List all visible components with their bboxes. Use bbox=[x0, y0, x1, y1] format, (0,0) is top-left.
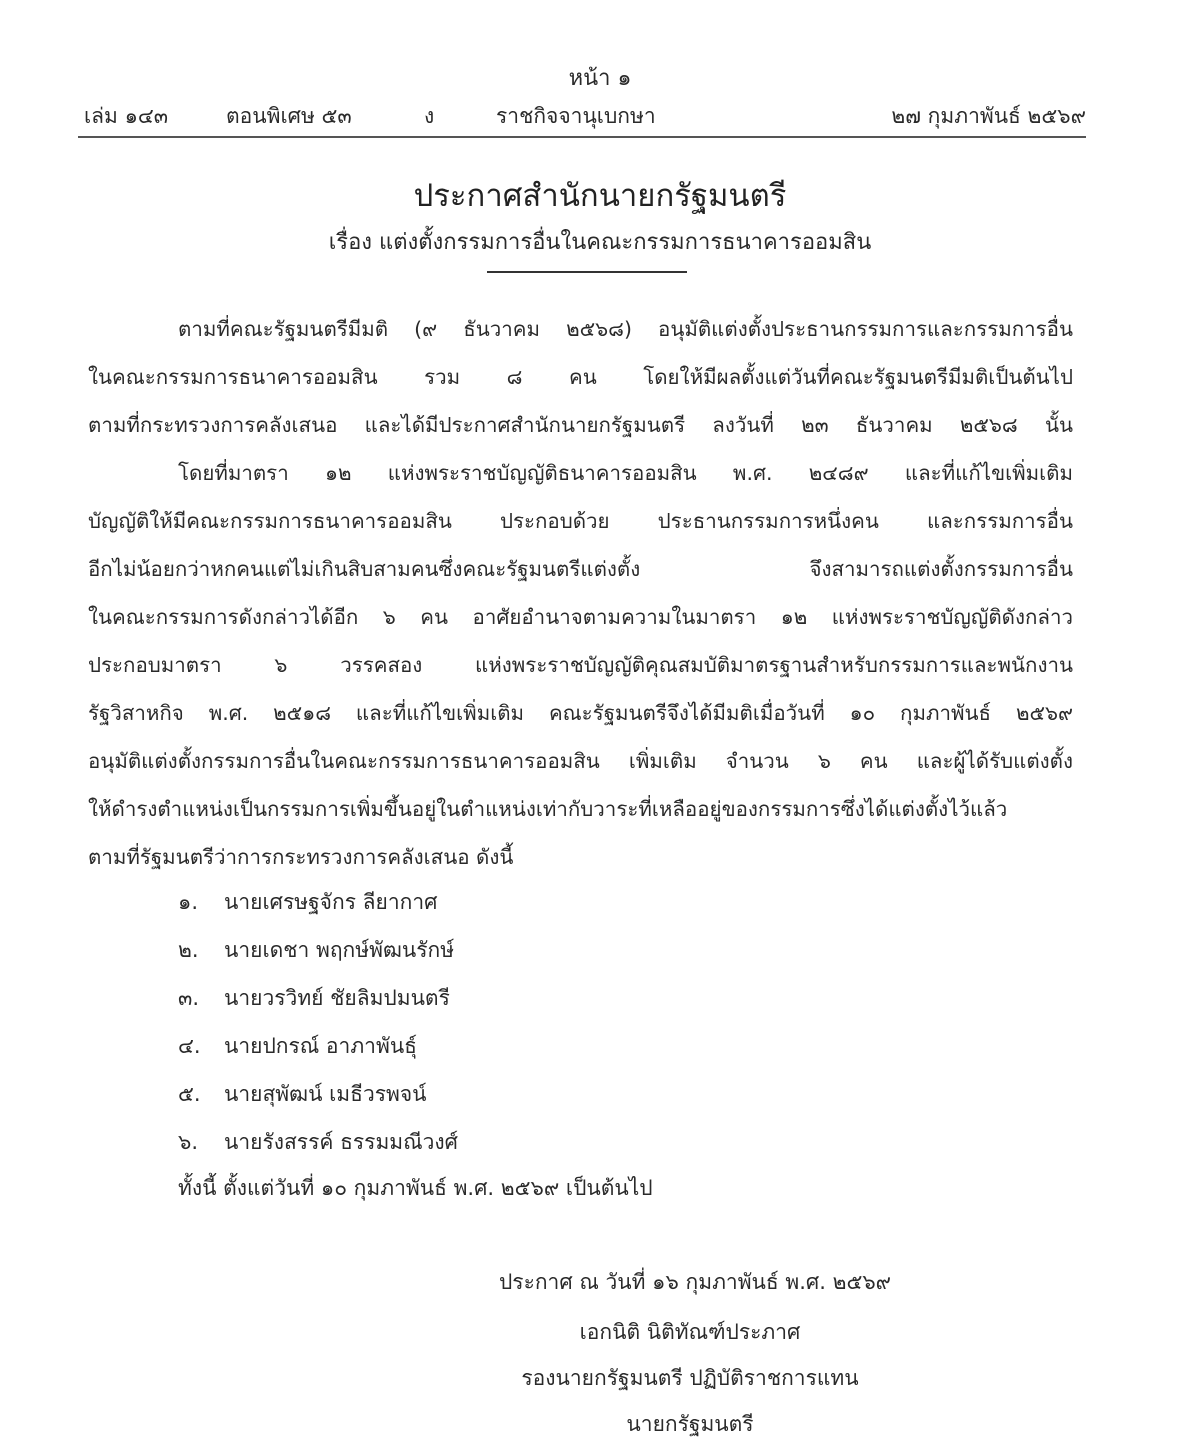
body-line: อนุมัติแต่งตั้งกรรมการอื่นในคณะกรรมการธนาคารออมสิน เพิ่มเติม จำนวน ๖ คน และผู้ได้รับแต่งตั้ง bbox=[88, 749, 1073, 773]
signer-position: รองนายกรัฐมนตรี ปฏิบัติราชการแทน bbox=[521, 1366, 859, 1390]
appointee-name: นายเศรษฐจักร ลียากาศ bbox=[224, 890, 438, 914]
list-item bbox=[178, 886, 437, 919]
appointee-name: นายวรวิทย์ ชัยลิมปมนตรี bbox=[224, 986, 450, 1010]
list-number: ๒. bbox=[178, 938, 199, 962]
body-line: บัญญัติให้มีคณะกรรมการธนาคารออมสิน ประกอบด้วย ประธานกรรมการหนึ่งคน และกรรมการอื่น bbox=[88, 509, 1073, 533]
list-number: ๔. bbox=[178, 1034, 201, 1058]
appointee-name: นายรังสรรค์ ธรรมมณีวงศ์ bbox=[224, 1130, 459, 1154]
body-line: โดยที่มาตรา ๑๒ แห่งพระราชบัญญัติธนาคารออมสิน พ.ศ. ๒๔๘๙ และที่แก้ไขเพิ่มเติม bbox=[178, 461, 1073, 485]
document-subject: เรื่อง แต่งตั้งกรรมการอื่นในคณะกรรมการธนาคารออมสิน bbox=[328, 230, 872, 255]
list-item bbox=[178, 1030, 417, 1063]
list-item bbox=[178, 1126, 458, 1159]
body-line: อีกไม่น้อยกว่าหกคนแต่ไม่เกินสิบสามคนซึ่งคณะรัฐมนตรีแต่งตั้ง จึงสามารถแต่งตั้งกรรมการอื่น bbox=[88, 557, 1073, 581]
effective-date-statement: ทั้งนี้ ตั้งแต่วันที่ ๑๐ กุมภาพันธ์ พ.ศ. ๒๕๖๙ เป็นต้นไป bbox=[178, 1176, 653, 1200]
document-title: ประกาศสำนักนายกรัฐมนตรี bbox=[413, 178, 787, 214]
announcement-date: ประกาศ ณ วันที่ ๑๖ กุมภาพันธ์ พ.ศ. ๒๕๖๙ bbox=[498, 1270, 892, 1294]
section-letter: ง bbox=[424, 104, 435, 128]
volume-number: เล่ม ๑๔๓ bbox=[84, 104, 169, 128]
issue-number: ตอนพิเศษ ๕๓ bbox=[226, 104, 352, 128]
list-item bbox=[178, 1078, 427, 1111]
appointee-name: นายสุพัฒน์ เมธีวรพจน์ bbox=[224, 1082, 427, 1106]
list-number: ๕. bbox=[178, 1082, 201, 1106]
appointee-name: นายปกรณ์ อาภาพันธุ์ bbox=[224, 1034, 417, 1058]
body-line: ในคณะกรรมการดังกล่าวได้อีก ๖ คน อาศัยอำนาจตามความในมาตรา ๑๒ แห่งพระราชบัญญัติดังกล่าว bbox=[88, 605, 1073, 629]
on-behalf-of: นายกรัฐมนตรี bbox=[626, 1412, 754, 1436]
list-item bbox=[178, 982, 450, 1015]
list-number: ๓. bbox=[178, 986, 200, 1010]
list-item bbox=[178, 934, 454, 967]
appointee-name: นายเดชา พฤกษ์พัฒนรักษ์ bbox=[224, 938, 455, 962]
body-line: ตามที่กระทรวงการคลังเสนอ และได้มีประกาศสำนักนายกรัฐมนตรี ลงวันที่ ๒๓ ธันวาคม ๒๕๖๘ นั้น bbox=[88, 413, 1073, 437]
list-number: ๑. bbox=[178, 890, 199, 914]
body-line: ตามที่คณะรัฐมนตรีมีมติ (๙ ธันวาคม ๒๕๖๘) อนุมัติแต่งตั้งประธานกรรมการและกรรมการอื่น bbox=[178, 317, 1073, 341]
body-line: ในคณะกรรมการธนาคารออมสิน รวม ๘ คน โดยให้มีผลตั้งแต่วันที่คณะรัฐมนตรีมีมติเป็นต้นไป bbox=[88, 365, 1073, 389]
body-line: รัฐวิสาหกิจ พ.ศ. ๒๕๑๘ และที่แก้ไขเพิ่มเติม คณะรัฐมนตรีจึงได้มีมติเมื่อวันที่ ๑๐ กุมภาพันธ์ ๒๕๖๙ bbox=[88, 701, 1073, 725]
signer-name: เอกนิติ นิติทัณฑ์ประภาศ bbox=[579, 1320, 801, 1344]
body-line: ให้ดำรงตำแหน่งเป็นกรรมการเพิ่มขึ้นอยู่ในตำแหน่งเท่ากับวาระที่เหลืออยู่ของกรรมการซึ่งได้แต่งตั้งไว้แล้ว bbox=[88, 797, 1008, 821]
page-number: หน้า ๑ bbox=[568, 66, 632, 91]
body-line: ตามที่รัฐมนตรีว่าการกระทรวงการคลังเสนอ ดังนี้ bbox=[88, 845, 514, 869]
body-line: ประกอบมาตรา ๖ วรรคสอง แห่งพระราชบัญญัติคุณสมบัติมาตรฐานสำหรับกรรมการและพนักงาน bbox=[88, 653, 1073, 677]
list-number: ๖. bbox=[178, 1130, 199, 1154]
header-divider bbox=[78, 136, 1086, 138]
publication-date: ๒๗ กุมภาพันธ์ ๒๕๖๙ bbox=[891, 104, 1086, 128]
title-divider bbox=[487, 271, 687, 273]
publication-name: ราชกิจจานุเบกษา bbox=[496, 104, 656, 128]
